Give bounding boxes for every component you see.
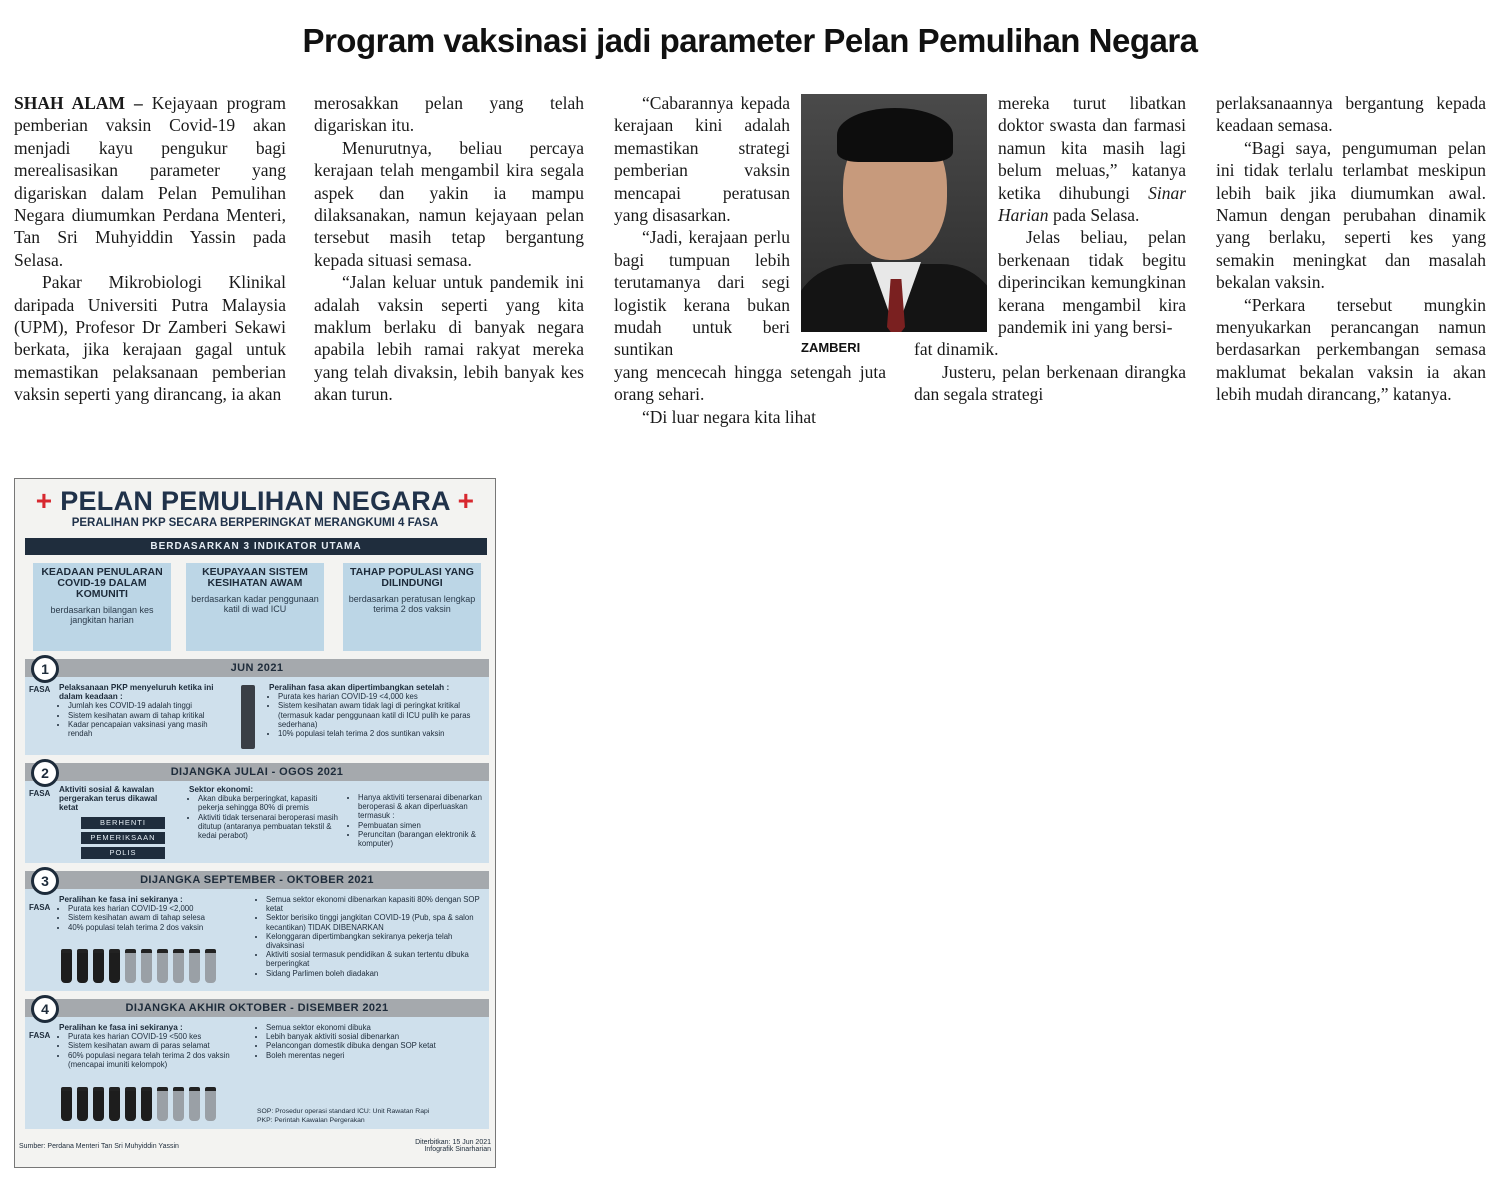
vial-icon	[125, 949, 136, 983]
fasa-label: FASA	[29, 1031, 51, 1040]
indicator-card	[343, 563, 481, 651]
list-item: • Sektor berisiko tinggi jangkitan COVID-19 (Pub, spa & salon kecantikan) TIDAK DIBENARKAN	[266, 913, 483, 931]
fasa-label: FASA	[29, 789, 51, 798]
list-item: • Semua sektor ekonomi dibenarkan kapasiti 80% dengan SOP ketat	[266, 895, 483, 913]
infographic-subtitle: PERALIHAN PKP SECARA BERPERINGKAT MERANGKUMI 4 FASA	[71, 517, 439, 529]
phase-1	[25, 659, 489, 755]
phase-header: DIJANGKA SEPTEMBER - OKTOBER 2021	[25, 871, 489, 889]
red-cross-icon: +	[35, 485, 53, 516]
indicator-title: KEADAAN PENULARAN COVID-19 DALAM KOMUNITI	[41, 566, 163, 600]
paragraph-text: pada Selasa.	[1052, 205, 1140, 226]
phase-mid-text	[189, 785, 339, 840]
vial-icon	[77, 949, 88, 983]
headline: Program vaksinasi jadi parameter Pelan Pemulihan Negara	[302, 22, 1198, 59]
vial-icon	[157, 949, 168, 983]
indicator-title: KEUPAYAAN SISTEM KESIHATAN AWAM	[202, 566, 308, 589]
vial-icon	[205, 1087, 216, 1121]
list-item: • 60% populasi negara telah terima 2 dos vaksin (mencapai imuniti kelompok)	[68, 1051, 239, 1069]
paragraph: Pakar Mikrobiologi Klinikal daripada Universiti Putra Malaysia (UPM), Profesor Dr Zamberi Sekawi berkata, jika kerajaan gagal untuk memastikan pelaksanaan pemberian vaksin seperti yang dirancang, ia akan	[14, 272, 286, 405]
indicator-desc: berdasarkan bilangan kes jangkitan harian	[50, 605, 154, 625]
list-item: • Sidang Parlimen boleh diadakan	[266, 969, 483, 978]
phase-right-text	[349, 793, 483, 848]
indicator-desc: berdasarkan peratusan lengkap terima 2 dos vaksin	[348, 594, 476, 614]
paragraph: perlaksanaannya bergantung kepada keadaan semasa.	[1216, 93, 1486, 136]
phase-4	[25, 999, 489, 1129]
paragraph	[998, 92, 1186, 226]
vial-icon	[109, 949, 120, 983]
phase-2	[25, 763, 489, 863]
paragraph: “Cabarannya kepada kerajaan kini adalah memastikan strategi pemberian vaksin mencapai peratusan yang disasarkan.	[614, 93, 790, 226]
list-item: • Sistem kesihatan awam tidak lagi di peringkat kritikal (termasuk kadar penggunaan katil di ICU pulih ke paras sederhana)	[278, 701, 481, 729]
phase-left-title: Peralihan ke fasa ini sekiranya :	[59, 1023, 183, 1032]
paragraph: Menurutnya, beliau percaya kerajaan telah mengambil kira segala aspek dan yakin ia mampu dilaksanakan, namun kejayaan pelan tersebut masih tetap bergantung kepada situasi semasa.	[314, 137, 584, 270]
phase-left-text	[59, 785, 177, 813]
vial-icon	[93, 949, 104, 983]
paragraph: Justeru, pelan berkenaan dirangka dan segala strategi	[914, 361, 1186, 405]
vial-icon	[205, 949, 216, 983]
phase-left-text	[59, 683, 227, 738]
glossary-line: SOP: Prosedur operasi standard ICU: Unit Rawatan Rapi	[257, 1108, 430, 1115]
list-item: • Purata kes harian COVID-19 <4,000 kes	[278, 692, 481, 701]
phase-header: DIJANGKA JULAI - OGOS 2021	[25, 763, 489, 781]
checkpoint-sign: BERHENTI	[81, 817, 165, 829]
vial-icon	[125, 1087, 136, 1121]
article-column-1	[14, 92, 286, 406]
paragraph: Jelas beliau, pelan berkenaan tidak begitu diperincikan kemungkinan kerana mengambil kira pandemik ini yang bersi-	[998, 227, 1186, 338]
infographic-credit: Infografik Sinarharian	[424, 1146, 491, 1153]
list-item: • Pembuatan simen	[358, 821, 483, 830]
list-item: • Purata kes harian COVID-19 <2,000	[68, 904, 239, 913]
list-item: • 40% populasi telah terima 2 dos vaksin	[68, 923, 239, 932]
dateline: SHAH ALAM –	[14, 93, 143, 113]
list-item: • Hanya aktiviti tersenarai dibenarkan beroperasi & akan diperluaskan termasuk :	[358, 793, 483, 821]
vial-icon	[61, 949, 72, 983]
infographic-title-text: PELAN PEMULIHAN NEGARA	[60, 486, 450, 516]
list-item: • Lebih banyak aktiviti sosial dibenarkan	[266, 1032, 483, 1041]
paragraph: yang mencecah hingga setengah juta orang sehari.	[614, 361, 886, 405]
list-item: • Pelancongan domestik dibuka dengan SOP ketat	[266, 1041, 483, 1050]
phase-left-title: Pelaksanaan PKP menyeluruh ketika ini dalam keadaan :	[59, 683, 214, 702]
source-note: Sumber: Perdana Menteri Tan Sri Muhyiddin Yassin	[19, 1143, 179, 1150]
paragraph: “Perkara tersebut mungkin menyukarkan perancangan namun berdasarkan perkembangan semasa maklumat bekalan vaksin ia akan lebih mudah dirancang,” katanya.	[1216, 294, 1486, 405]
article-column-4	[914, 92, 1186, 406]
vial-icon	[141, 949, 152, 983]
phase-3	[25, 871, 489, 991]
list-item: • Peruncitan (barangan elektronik & komputer)	[358, 830, 483, 848]
phase-right-text	[269, 683, 481, 738]
vial-icon	[109, 1087, 120, 1121]
paragraph: fat dinamik.	[914, 339, 999, 360]
phase-number: 4	[31, 995, 59, 1023]
list-item: • Aktiviti tidak tersenarai beroperasi masih ditutup (antaranya pembuatan tekstil & kedai perabot)	[198, 813, 339, 841]
list-item: • 10% populasi telah terima 2 dos suntikan vaksin	[278, 729, 481, 738]
indicator-title: TAHAP POPULASI YANG DILINDUNGI	[350, 566, 474, 589]
list-item: • Kadar pencapaian vaksinasi yang masih rendah	[68, 720, 227, 738]
vial-icon	[141, 1087, 152, 1121]
list-item: • Akan dibuka berperingkat, kapasiti pekerja sehingga 80% di premis	[198, 794, 339, 812]
paragraph: “Bagi saya, pengumuman pelan ini tidak terlalu terlambat meskipun lebih baik jika diumumkan awal. Namun dengan perubahan dinamik yang berlaku, seperti kes yang semakin meningkat dan masalah bekalan vaksin.	[1216, 137, 1486, 293]
paragraph-text: mereka turut libatkan doktor swasta dan farmasi namun kita masih lagi belum meluas,” katanya ketika dihubungi	[998, 93, 1186, 203]
syringe-icon	[241, 685, 255, 749]
phase-right-title: Peralihan fasa akan dipertimbangkan setelah :	[269, 683, 450, 692]
phase-left-title: Peralihan ke fasa ini sekiranya :	[59, 895, 183, 904]
article-column-2	[314, 92, 584, 406]
paragraph-text: Kejayaan program pemberian vaksin Covid-19 akan menjadi kayu pengukur bagi merealisasikan parameter yang digariskan dalam Pelan Pemulihan Negara diumumkan Perdana Menteri, Tan Sri Muhyiddin Yassin pada Selasa.	[14, 93, 287, 270]
vial-icon	[61, 1087, 72, 1121]
vaccine-vials	[61, 1087, 216, 1121]
infographic-title	[15, 485, 495, 517]
indicator-bar: BERDASARKAN 3 INDIKATOR UTAMA	[25, 538, 487, 555]
phase-header: JUN 2021	[25, 659, 489, 677]
list-item: • Aktiviti sosial termasuk pendidikan & sukan tertentu dibuka berperingkat	[266, 950, 483, 968]
glossary	[257, 1107, 483, 1125]
phase-left-title: Aktiviti sosial & kawalan pergerakan terus dikawal ketat	[59, 785, 158, 813]
indicator-desc: berdasarkan kadar penggunaan katil di wad ICU	[191, 594, 319, 614]
vial-icon	[157, 1087, 168, 1121]
published-note	[415, 1139, 491, 1153]
phase-right-text	[257, 895, 483, 978]
phase-right-text	[257, 1023, 483, 1060]
phase-number: 3	[31, 867, 59, 895]
publication-name: Sinar Harian	[998, 182, 1187, 226]
infographic	[14, 478, 496, 1168]
paragraph: “Jalan keluar untuk pandemik ini adalah vaksin seperti yang kita maklum berlaku di banyak negara apabila lebih ramai rakyat mereka yang telah divaksin, lebih banyak kes akan turun.	[314, 272, 584, 405]
fasa-label: FASA	[29, 903, 51, 912]
list-item: • Sistem kesihatan awam di paras selamat	[68, 1041, 239, 1050]
vial-icon	[77, 1087, 88, 1121]
phase-number: 2	[31, 759, 59, 787]
vial-icon	[189, 949, 200, 983]
list-item: • Sistem kesihatan awam di tahap kritikal	[68, 711, 227, 720]
glossary-line: PKP: Perintah Kawalan Pergerakan	[257, 1117, 365, 1125]
list-item: • Purata kes harian COVID-19 <500 kes	[68, 1032, 239, 1041]
indicator-card	[186, 563, 324, 651]
list-item: • Kelonggaran dipertimbangkan sekiranya pekerja telah divaksinasi	[266, 932, 483, 950]
phase-mid-title: Sektor ekonomi:	[189, 785, 254, 794]
paragraph	[14, 92, 286, 271]
phase-number: 1	[31, 655, 59, 683]
paragraph: “Di luar negara kita lihat	[642, 406, 816, 427]
paragraph: “Jadi, kerajaan perlu bagi tumpuan lebih terutamanya dari segi logistik kerana bukan mudah untuk beri suntikan	[614, 227, 790, 360]
checkpoint-sign: POLIS	[81, 847, 165, 859]
photo-caption: ZAMBERI	[801, 340, 861, 355]
list-item: • Semua sektor ekonomi dibuka	[266, 1023, 483, 1032]
article-column-5	[1216, 92, 1486, 406]
phase-left-text	[59, 895, 239, 932]
vial-icon	[173, 949, 184, 983]
indicator-card	[33, 563, 171, 651]
vial-icon	[189, 1087, 200, 1121]
red-cross-icon: +	[457, 485, 475, 516]
checkpoint-sign: PEMERIKSAAN	[81, 832, 165, 844]
vaccine-vials	[61, 949, 216, 983]
vial-icon	[173, 1087, 184, 1121]
published-date: Diterbitkan: 15 Jun 2021	[415, 1139, 491, 1146]
phase-left-text	[59, 1023, 239, 1069]
list-item: • Boleh merentas negeri	[266, 1051, 483, 1060]
list-item: • Sistem kesihatan awam di tahap selesa	[68, 913, 239, 922]
paragraph: merosakkan pelan yang telah digariskan itu.	[314, 93, 584, 136]
vial-icon	[93, 1087, 104, 1121]
phase-header: DIJANGKA AKHIR OKTOBER - DISEMBER 2021	[25, 999, 489, 1017]
list-item: • Jumlah kes COVID-19 adalah tinggi	[68, 701, 227, 710]
fasa-label: FASA	[29, 685, 51, 694]
